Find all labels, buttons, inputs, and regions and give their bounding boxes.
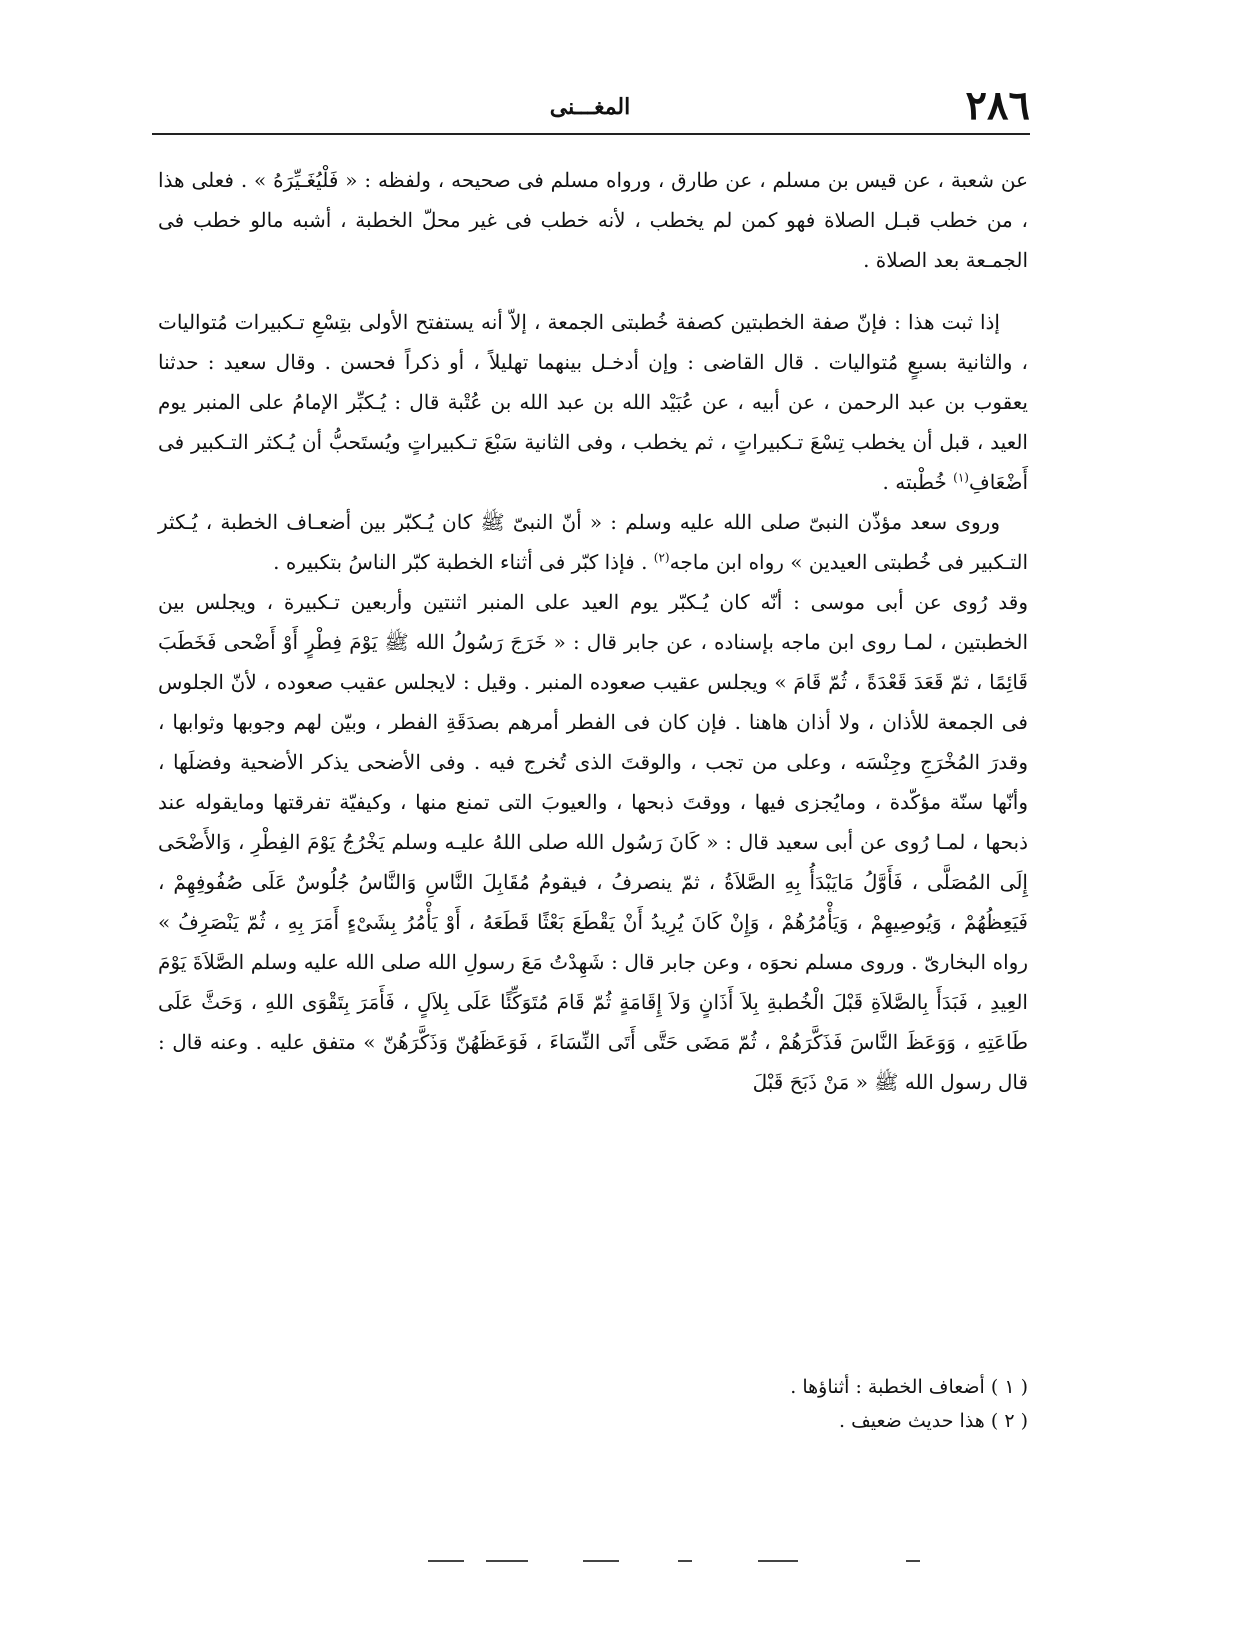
paragraph-2-text: إذا ثبت هذا : فإنّ صفة الخطبتين كصفة خُطبتى الجمعة ، إلاّ أنه يستفتح الأولى بتِسْعِ تـكبيرات مُتواليات ، والثانية بسبعٍ مُتواليات . قال القاضى : وإن أدخـل بينهما تهليلاً ، أو ذكراً فحسن . وقال سعيد : حدثنا يعقوب بن عبد الرحمن ، عن أبيه ، عن عُبَيْد الله بن عبد الله بن عُتْبة قال : يُـكبِّر الإمامُ على المنبر يوم العيد ، قبل أن يخطب تِسْعَ تـكبيراتٍ ، ثم يخطب ، وفى الثانية سَبْعَ تـكبيراتٍ ويُستَحبُّ أن يُـكثر التـكبير فى أَضْعَافِ [158, 310, 1028, 494]
paragraph-3-text: وروى سعد مؤذّن النبىّ صلى الله عليه وسلم : « أنّ النبىّ ﷺ كان يُـكبّر بين أضعـاف الخطبة ، يُـكثر التـكبير فى خُطبتى العيدين » رواه ابن ماجه [158, 510, 1028, 574]
footnote-1: ( ١ ) أضعاف الخطبة : أثناؤها . [790, 1376, 1028, 1398]
page-number: ٢٨٦ [965, 82, 1030, 129]
paragraph-4: وقد رُوى عن أبى موسى : أنّه كان يُـكبّر يوم العيد على المنبر اثنتين وأربعين تـكبيرة ، ويجلس بين الخطبتين ، لمـا روى ابن ماجه بإسناده ، عن جابر قال : « خَرَجَ رَسُولُ الله ﷺ يَوْمَ فِطْرٍ أَوْ أَضْحى فَخَطَبَ قَائِمًا ، ثمّ قَعَدَ قَعْدَةً ، ثُمّ قَامَ » ويجلس عقيب صعوده المنبر . وقيل : لايجلس عقيب صعوده ، لأنّ الجلوس فى الجمعة للأذان ، ولا أذان هاهنا . فإن كان فى الفطر أمرهم بصدَقَةِ الفطر ، وبيّن لهم وجوبها وثوابها ، وقدرَ المُخْرَجِ وجِنْسَه ، وعلى من تجب ، والوقتَ الذى تُخرج فيه . وفى الأضحى يذكر الأضحية وفضلَها ، وأنّها سنّة مؤكّدة ، ومايُجزى فيها ، ووقتَ ذبحها ، والعيوبَ التى تمنع منها ، وكيفيّة تفرقتها ومايقوله عند ذبحها ، لمـا رُوى عن أبى سعيد قال : « كَانَ رَسُول الله صلى اللهُ عليـه وسلم يَخْرُجُ يَوْمَ الفِطْرِ ، وَالأَضْحَى إِلَى المُصَلَّى ، فَأَوَّلُ مَايَبْدَأُ بِهِ الصَّلاَةُ ، ثمّ ينصرفُ ، فيقومُ مُقَابِلَ النَّاسِ وَالنَّاسُ جُلُوسٌ عَلَى صُفُوفِهِمْ ، فَيَعِظُهُمْ ، وَيُوصِيهِمْ ، وَيَأْمُرُهُمْ ، وَإِنْ كَانَ يُرِيدُ أَنْ يَقْطَعَ بَعْثًا قَطَعَهُ ، أَوْ يَأْمُرُ بِشَىْءٍ أَمَرَ بِهِ ، ثُمّ يَنْصَرِفُ » رواه البخارىّ . وروى مسلم نحوَه ، وعن جابر قال : شَهِدْتُ مَعَ رسولِ الله صلى الله عليه وسلم الصَّلاَةَ يَوْمَ العِيدِ ، فَبَدَأَ بِالصَّلاَةِ قَبْلَ الْخُطبةِ بِلاَ أَذَانٍ وَلاَ إِقَامَةٍ ثُمّ قَامَ مُتَوَكِّئًا عَلَى بِلاَلٍ ، فَأَمَرَ بِتَقْوَى اللهِ ، وَحَثَّ عَلَى طَاعَتِهِ ، وَوَعَظَ النَّاسَ فَذَكَّرَهُمْ ، ثُمّ مَضَى حَتَّى أَتَى النِّسَاءَ ، فَوَعَظَهُنّ وَذَكَّرَهُنّ » متفق عليه . وعنه قال : قال رسول الله ﷺ « مَنْ ذَبَحَ قَبْلَ [158, 590, 1028, 1094]
footnote-2: ( ٢ ) هذا حديث ضعيف . [839, 1410, 1028, 1432]
main-text [158, 160, 1028, 1102]
paragraph-3-end: . فإذا كبّر فى أثناء الخطبة كبّر الناسُ بتكبيره . [273, 550, 654, 574]
bottom-print-marks [428, 1560, 928, 1566]
footnote-ref-2: (٢) [653, 550, 670, 565]
paragraph-3 [158, 502, 1028, 582]
header-rule [152, 133, 1030, 135]
running-title: المغـــنى [549, 94, 631, 120]
footnotes [158, 1370, 1028, 1438]
footnote-ref-1: (١) [953, 470, 969, 485]
paragraph-2 [158, 302, 1028, 502]
paragraph-1: عن شعبة ، عن قيس بن مسلم ، عن طارق ، ورواه مسلم فى صحيحه ، ولفظه : « فَلْيُغَـيِّرَهُ » . فعلى هذا ، من خطب قبـل الصلاة فهو كمن لم يخطب ، لأنه خطب فى غير محلّ الخطبة ، أشبه مالو خطب فى الجمـعة بعد الصلاة . [158, 168, 1028, 272]
paragraph-2-end: خُطْبته . [882, 470, 954, 494]
page-header [150, 82, 1030, 132]
